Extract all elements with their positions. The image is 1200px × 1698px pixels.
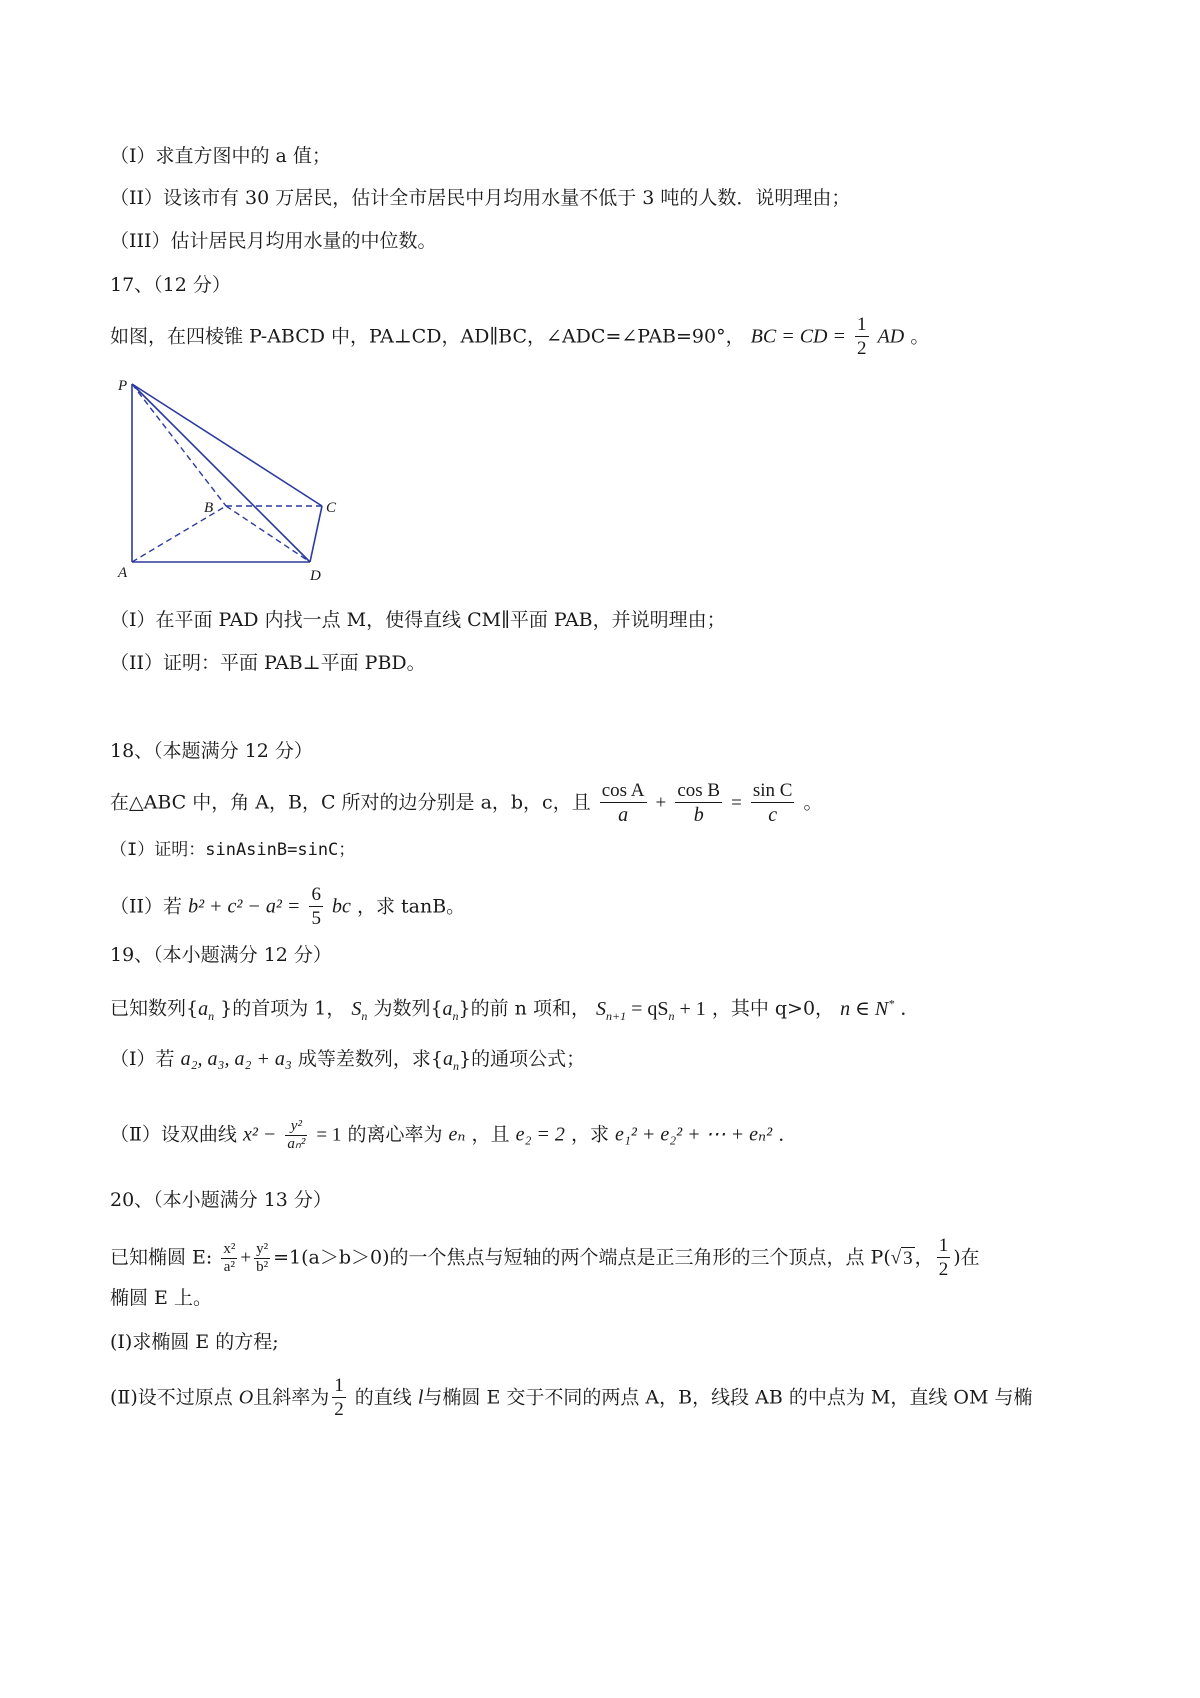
comma: ， <box>914 1246 934 1269</box>
q19-part1 <box>110 1045 585 1080</box>
q20-stem-a: 已知椭圆 E: <box>110 1246 213 1269</box>
q19-part2-x2: x² − <box>242 1123 277 1146</box>
q19-part2-end: ． <box>778 1123 798 1146</box>
fraction-denominator: a² <box>221 1258 237 1276</box>
fraction-numerator: 1 <box>857 314 867 335</box>
q18-part2 <box>110 884 465 931</box>
q19-an: $a_n$ <box>198 997 215 1023</box>
q18-part1: （I）证明：sinAsinB=sinC； <box>110 840 356 860</box>
q16-part3: （III）估计居民月均用水量的中位数。 <box>110 230 437 252</box>
q18-header: 18、（本题满分 12 分） <box>110 740 313 762</box>
fraction-denominator: c <box>751 802 795 827</box>
q19-part2-cond: e₂ = 2 <box>515 1123 565 1146</box>
q19-part2-ask: e₁² + e₂² + ⋯ + eₙ² <box>615 1123 773 1146</box>
fraction-denominator: aₙ² <box>287 1136 306 1152</box>
equals-sign: = <box>731 792 742 814</box>
fraction-numerator: sin C <box>752 780 793 801</box>
fraction-numerator: 1 <box>938 1235 949 1256</box>
q19-recurrence: $S_{n+1} = qS_n + 1$ <box>596 997 706 1023</box>
edge-BD-dashed <box>226 506 310 562</box>
q17-header: 17、（12 分） <box>110 274 231 296</box>
q20-part1: (Ⅰ)求椭圆 E 的方程; <box>110 1331 279 1353</box>
q19-part1-suffix: }的通项公式； <box>459 1048 586 1070</box>
q18-fraction-cosB <box>675 780 722 827</box>
q20-fraction-half <box>937 1235 951 1282</box>
q17-stem-text: 如图，在四棱锥 P-ABCD 中，PA⊥CD，AD∥BC，∠ADC=∠PAB=90°， <box>110 325 745 348</box>
edge-PD <box>132 384 310 562</box>
q17-part2: （II）证明：平面 PAB⊥平面 PBD。 <box>110 652 426 674</box>
q19-part1-prefix: （Ⅰ）若 <box>110 1048 175 1070</box>
fraction-numerator: y² <box>290 1118 302 1134</box>
q19-part2-en: eₙ <box>448 1123 466 1146</box>
q17-formula-rhs: AD <box>877 325 905 348</box>
q19-part2-prefix: （Ⅱ）设双曲线 <box>110 1123 237 1146</box>
q19-part1-an: $a_n$ <box>443 1048 460 1073</box>
label-A: A <box>118 565 128 581</box>
q19-part2-ask-pre: ，求 <box>570 1123 609 1146</box>
q18-stem <box>110 780 823 827</box>
fraction-numerator: y² <box>256 1241 269 1257</box>
q18-fraction-cosA <box>600 780 647 827</box>
q18-stem-text: 在△ABC 中，角 A，B，C 所对的边分别是 a，b，c，且 <box>110 791 591 814</box>
q16-part1: （I）求直方图中的 a 值； <box>110 145 331 167</box>
label-D: D <box>310 568 321 584</box>
q20-part2-l: l <box>417 1386 424 1409</box>
q20-part2 <box>110 1375 1032 1422</box>
q20-stem <box>110 1235 980 1282</box>
fraction-denominator: 5 <box>311 908 321 929</box>
q19-stem-a: 已知数列{ <box>110 997 199 1020</box>
label-C: C <box>326 500 337 516</box>
q19-stem-e: ，其中 q>0， <box>711 997 835 1020</box>
label-P: P <box>118 378 128 394</box>
sqrt3: √ 3 <box>890 1247 913 1269</box>
fraction-numerator: 6 <box>311 884 321 905</box>
q18-part2-bc: bc <box>332 895 351 918</box>
q19-stem-d: }的前 n 项和， <box>458 997 590 1020</box>
q19-part2-fraction <box>285 1118 307 1153</box>
q18-part2-formula: b² + c² − a² = <box>188 895 301 918</box>
q19-part2-eq1: = 1 <box>316 1124 342 1146</box>
fraction-numerator: 1 <box>334 1375 344 1396</box>
q18-part2-prefix: （II）若 <box>110 895 183 918</box>
q17-formula-lhs: BC = CD = <box>750 325 846 348</box>
q19-part1-mid: 成等差数列，求{ <box>297 1048 444 1070</box>
plus-sign: + <box>655 792 667 814</box>
q19-stem-c: 为数列{ <box>373 997 443 1020</box>
fraction-denominator: a <box>600 802 647 827</box>
fraction-denominator: b² <box>256 1259 269 1275</box>
q19-part2-mid: 的离心率为 <box>347 1123 443 1146</box>
q19-nset: n ∈ N* <box>840 996 895 1020</box>
q19-stem <box>110 989 919 1030</box>
q20-slope-fraction <box>332 1375 346 1422</box>
q19-an-2: $a_n$ <box>442 997 459 1023</box>
fraction-denominator: 2 <box>938 1259 949 1280</box>
fraction-numerator: x² <box>223 1241 236 1257</box>
edge-PC <box>132 384 322 506</box>
q20-part2-c: 的直线 <box>348 1386 412 1409</box>
plus-sign: + <box>240 1247 252 1269</box>
fraction-denominator: 2 <box>334 1399 344 1420</box>
q19-part2 <box>110 1118 797 1153</box>
q17-formula-fraction <box>855 314 869 361</box>
fraction-denominator: b <box>675 802 722 827</box>
q20-part2-b: 且斜率为 <box>253 1386 330 1409</box>
fraction-numerator: cos B <box>677 780 721 801</box>
fraction-numerator: cos A <box>601 780 645 801</box>
q17-stem <box>110 314 929 361</box>
q19-part1-formula: a₂, a₃, a₂ + a₃ <box>180 1048 292 1070</box>
q20-fraction-y <box>254 1241 270 1276</box>
q20-part2-a: (Ⅱ)设不过原点 <box>110 1386 233 1409</box>
q16-part2: （II）设该市有 30 万居民，估计全市居民中月均用水量不低于 3 吨的人数．说明理由； <box>110 187 851 209</box>
q17-part1: （I）在平面 PAD 内找一点 M，使得直线 CM∥平面 PAB，并说明理由； <box>110 609 726 631</box>
q19-header: 19、（本小题满分 12 分） <box>110 944 332 966</box>
q20-part2-o: O <box>238 1386 254 1409</box>
q20-stem-b: =1(a＞b＞0)的一个焦点与短轴的两个端点是正三角形的三个顶点，点 P( <box>273 1246 891 1269</box>
q20-part2-d: 与椭圆 E 交于不同的两点 A，B，线段 AB 的中点为 M，直线 OM 与椭 <box>423 1386 1033 1409</box>
q20-stem-c: )在 <box>953 1246 980 1269</box>
q19-stem-f: ． <box>900 997 920 1020</box>
q19-stem-b: }的首项为 1， <box>214 997 346 1020</box>
pyramid-figure <box>118 378 358 590</box>
fraction-denominator: 2 <box>857 338 867 359</box>
q18-stem-end: 。 <box>803 791 823 814</box>
edge-DC <box>310 506 322 562</box>
q20-header: 20、（本小题满分 13 分） <box>110 1189 332 1211</box>
q18-part2-fraction <box>309 884 323 931</box>
q18-part2-suffix: ，求 tanB。 <box>356 895 466 918</box>
q17-stem-end: 。 <box>910 325 930 348</box>
q19-part2-cond-pre: ，且 <box>471 1123 510 1146</box>
label-B: B <box>204 500 214 516</box>
q20-fraction-x <box>221 1241 237 1276</box>
q19-sn: $S_n$ <box>351 997 368 1023</box>
edge-PB-dashed <box>132 384 226 506</box>
q18-fraction-sinC <box>751 780 795 827</box>
q20-stem-line2: 椭圆 E 上。 <box>110 1287 212 1309</box>
